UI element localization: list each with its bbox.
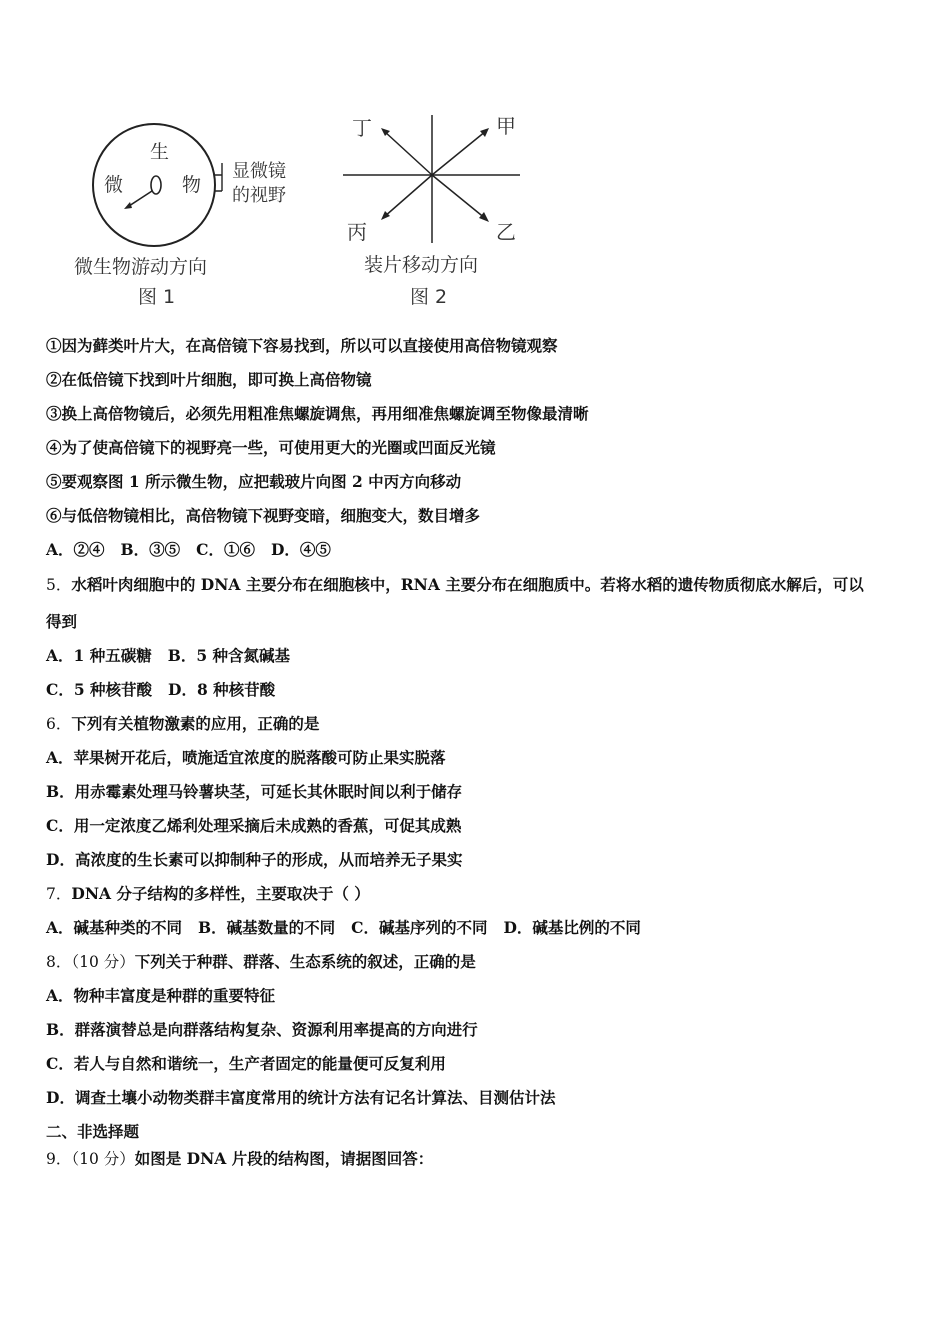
- arrow-yi: [432, 175, 486, 219]
- q8-score: （10 分）: [71, 953, 135, 971]
- q6-option-a: A．苹果树开花后，喷施适宜浓度的脱落酸可防止果实脱落: [46, 748, 446, 767]
- q5-option-d: D．8 种核苷酸: [168, 680, 276, 699]
- statement-5: ⑤要观察图 1 所示微生物，应把载玻片向图 2 中丙方向移动: [46, 472, 462, 491]
- dir-jia: 甲: [496, 114, 516, 138]
- q6-stem: 下列有关植物激素的应用，正确的是: [71, 714, 320, 733]
- q7-option-c: C．碱基序列的不同: [351, 918, 488, 937]
- statement-1: ①因为藓类叶片大，在高倍镜下容易找到，所以可以直接使用高倍物镜观察: [46, 336, 558, 355]
- q8-stem-line: [46, 952, 476, 972]
- q9-stem: 如图是 DNA 片段的结构图，请据图回答：: [134, 1149, 434, 1168]
- q4-option-a: A．②④: [46, 540, 105, 559]
- q8-option-d: D．调查土壤小动物类群丰富度常用的统计方法有记名计算法、目测估计法: [46, 1088, 556, 1107]
- q4-option-b: B．③⑤: [120, 540, 181, 559]
- q7-stem-line: [46, 884, 370, 904]
- statement-4: ④为了使高倍镜下的视野亮一些，可使用更大的光圈或凹面反光镜: [46, 438, 496, 457]
- q4-option-c: C．①⑥: [196, 540, 255, 559]
- figure-1: [74, 124, 286, 308]
- q7-option-b: B．碱基数量的不同: [198, 918, 336, 937]
- q5-options-row-1: [46, 646, 290, 666]
- q8-option-c: C．若人与自然和谐统一，生产者固定的能量便可反复利用: [46, 1054, 446, 1073]
- fig2-caption: 装片移动方向: [364, 254, 479, 276]
- q9-stem-line: [46, 1149, 433, 1169]
- figure-2: [343, 114, 520, 308]
- q4-option-d: D．④⑤: [270, 540, 331, 559]
- q8-number: 8．: [46, 953, 72, 971]
- fig1-char-wei: 微: [104, 174, 124, 196]
- q6-option-d: D．高浓度的生长素可以抑制种子的形成，从而培养无子果实: [46, 850, 463, 869]
- statement-3: ③换上高倍物镜后，必须先用粗准焦螺旋调焦，再用细准焦螺旋调至物像最清晰: [46, 404, 589, 423]
- section-heading: 二、非选择题: [46, 1122, 140, 1141]
- dir-yi: 乙: [496, 220, 516, 244]
- q8-option-b: B．群落演替总是向群落结构复杂、资源利用率提高的方向进行: [46, 1020, 478, 1039]
- q7-option-d: D．碱基比例的不同: [503, 918, 641, 937]
- figure-area: [68, 105, 538, 320]
- q9-number: 9．: [46, 1150, 72, 1168]
- q7-stem: DNA 分子结构的多样性，主要取决于（ ）: [71, 884, 370, 903]
- q5-number: 5．: [46, 576, 72, 594]
- bracket-line: [215, 163, 222, 191]
- fig1-side-label-2: 的视野: [232, 185, 286, 206]
- q8-stem: 下列关于种群、群落、生态系统的叙述，正确的是: [134, 952, 476, 971]
- q6-option-c: C．用一定浓度乙烯利处理采摘后未成熟的香蕉，可促其成熟: [46, 816, 462, 835]
- q5-option-b: B．5 种含氮碱基: [167, 646, 291, 665]
- q7-option-a: A．碱基种类的不同: [46, 918, 183, 937]
- fig1-title: 图 1: [138, 286, 176, 308]
- arrow-jia: [432, 131, 486, 175]
- q9-score: （10 分）: [71, 1150, 135, 1168]
- q6-stem-line: [46, 714, 319, 734]
- q5-option-c: C．5 种核苷酸: [46, 680, 153, 699]
- q7-number: 7．: [46, 885, 72, 903]
- q4-options: [46, 540, 331, 560]
- q5-stem: 水稻叶肉细胞中的 DNA 主要分布在细胞核中，RNA 主要分布在细胞质中。若将水稻的遗传物质彻底水解后，可以: [71, 575, 864, 594]
- dir-bing: 丙: [347, 220, 367, 244]
- q5-options-row-2: [46, 680, 275, 700]
- arrow-head: [124, 202, 132, 209]
- q8-option-a: A．物种丰富度是种群的重要特征: [46, 986, 276, 1005]
- statement-6: ⑥与低倍物镜相比，高倍物镜下视野变暗，细胞变大，数目增多: [46, 506, 481, 525]
- q7-options: [46, 918, 641, 938]
- microbe-shape: [151, 176, 161, 194]
- fig1-caption: 微生物游动方向: [74, 256, 208, 278]
- q5-option-a: A．1 种五碳糖: [46, 646, 152, 665]
- fig1-char-wu: 物: [182, 174, 202, 196]
- fig2-title: 图 2: [410, 286, 448, 308]
- dir-ding: 丁: [352, 116, 372, 140]
- microscope-figures: [68, 105, 538, 320]
- statement-2: ②在低倍镜下找到叶片细胞，即可换上高倍物镜: [46, 370, 372, 389]
- fig1-char-sheng: 生: [150, 141, 170, 163]
- q6-number: 6．: [46, 715, 72, 733]
- arrow-head: [479, 212, 489, 222]
- q5-stem-line-1: [46, 575, 864, 595]
- q5-stem-line-2: 得到: [46, 612, 78, 631]
- fig1-side-label-1: 显微镜: [232, 161, 286, 182]
- arrow-ding: [384, 131, 432, 175]
- arrow-bing: [384, 175, 432, 217]
- q6-option-b: B．用赤霉素处理马铃薯块茎，可延长其休眠时间以利于储存: [46, 782, 463, 801]
